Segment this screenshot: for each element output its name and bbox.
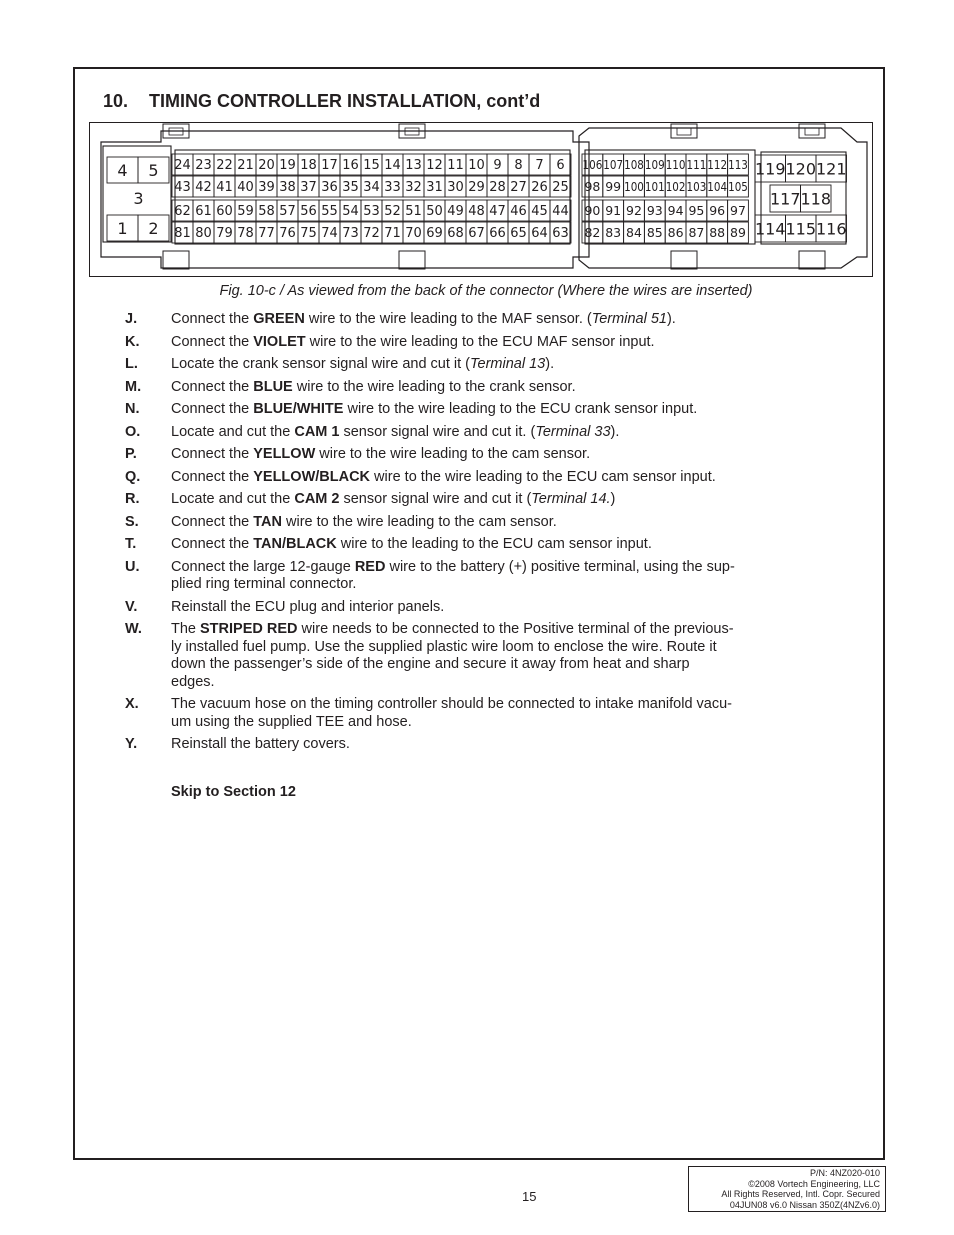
section-number: 10.: [103, 91, 129, 111]
part-number: P/N: 4NZ020-010: [809, 1168, 880, 1178]
terminal-label: 71: [384, 226, 401, 242]
terminal-label: 69: [426, 226, 443, 242]
step-text: [171, 514, 765, 532]
terminal-label: 42: [195, 180, 212, 196]
step-text-part: sensor signal wire and cut it (: [339, 491, 532, 507]
step-text-part: Connect the large 12-gauge: [171, 558, 355, 575]
terminal-label: 10: [468, 158, 485, 174]
terminal-label: 104: [707, 179, 728, 194]
step-emphasis: VIOLET: [253, 333, 306, 350]
step-text-part: Connect the: [171, 513, 254, 530]
step-item: [125, 401, 765, 419]
step-emphasis: YELLOW: [253, 446, 316, 462]
terminal-label: 99: [605, 179, 622, 194]
terminal-label: 86: [667, 225, 684, 240]
step-text: [171, 621, 765, 691]
terminal-label: 27: [510, 180, 527, 196]
terminal-label: 1: [117, 218, 128, 238]
terminal-label: 58: [258, 204, 275, 220]
terminal-label: 21: [237, 158, 254, 174]
step-emphasis: YELLOW/BLACK: [253, 468, 371, 485]
step-letter: O.: [125, 423, 141, 440]
terminal-label: 70: [405, 226, 422, 242]
step-item: [125, 469, 765, 487]
step-emphasis: RED: [354, 558, 386, 575]
terminal-label: 114: [754, 219, 786, 239]
step-emphasis: CAM 1: [294, 423, 340, 440]
terminal-label: 102: [665, 179, 686, 194]
terminal-label: 120: [785, 159, 817, 179]
terminal-label: 72: [363, 226, 380, 242]
terminal-label: 8: [514, 158, 523, 174]
latch-tab-top: [799, 124, 825, 138]
terminal-label: 39: [258, 180, 275, 196]
terminal-label: 38: [279, 180, 296, 196]
step-text-part: Locate the crank sensor signal wire and cut it (: [171, 356, 471, 372]
terminal-label: 32: [405, 180, 422, 196]
latch-tab-top: [671, 124, 697, 138]
terminal-label: 44: [552, 204, 569, 220]
terminal-label: 61: [195, 204, 212, 220]
terminal-label: 11: [447, 158, 464, 174]
terminal-label: 106: [582, 157, 603, 172]
terminal-label: 89: [730, 225, 746, 240]
step-text-part: wire to the wire leading to the ECU MAF sensor input.: [305, 333, 655, 350]
step-text-part: wire to the wire leading to the cam sensor.: [281, 513, 557, 530]
terminal-label: 117: [769, 189, 801, 209]
terminal-label: 54: [342, 204, 359, 220]
step-letter: J.: [125, 311, 138, 327]
terminal-label: 29: [468, 180, 485, 196]
step-text-part: wire to the wire leading to the MAF sensor. (: [304, 311, 592, 327]
step-letter: P.: [125, 446, 137, 462]
step-emphasis: TAN: [253, 513, 282, 530]
terminal-label: 14: [384, 158, 401, 174]
step-text: [171, 356, 765, 374]
terminal-label: 40: [237, 180, 254, 196]
step-item: [125, 696, 765, 731]
terminal-label: 76: [279, 226, 296, 242]
terminal-label: 47: [489, 204, 506, 220]
terminal-label: 94: [667, 203, 684, 218]
latch-slot: [677, 128, 691, 135]
revision-info: 04JUN08 v6.0 Nissan 350Z(4NZv6.0): [729, 1199, 880, 1210]
terminal-label: 121: [815, 159, 847, 179]
step-item: [125, 311, 765, 329]
step-letter: S.: [125, 513, 139, 530]
step-text-part: Connect the: [171, 401, 254, 417]
terminal-label: 13: [405, 158, 422, 174]
terminal-label: 108: [624, 157, 644, 172]
step-item: [125, 599, 765, 617]
step-text: [171, 736, 765, 754]
step-item: [125, 424, 765, 442]
terminal-label: 73: [342, 226, 359, 242]
step-text-part: ly installed fuel pump. Use the supplied plastic wire loom to enclose the wire. Route it: [171, 638, 717, 655]
step-text: [171, 559, 765, 594]
step-item: [125, 514, 765, 532]
connector-diagram: [89, 122, 873, 277]
terminal-label: 22: [216, 158, 233, 174]
terminal-label: 7: [535, 158, 544, 174]
step-terminal-ref: Terminal 13: [470, 356, 546, 372]
terminal-label: 116: [815, 219, 847, 239]
step-text-part: ).: [610, 423, 620, 440]
step-emphasis: TAN/BLACK: [253, 536, 337, 552]
terminal-label: 93: [646, 203, 663, 218]
terminal-label: 63: [552, 226, 569, 242]
step-emphasis: BLUE: [253, 378, 293, 395]
step-text-part: Connect the: [171, 446, 254, 462]
step-letter: R.: [125, 491, 140, 507]
step-emphasis: STRIPED RED: [200, 621, 298, 637]
terminal-label: 53: [363, 204, 380, 220]
terminal-label: 92: [626, 203, 642, 218]
terminal-label: 103: [686, 179, 707, 194]
terminal-label: 26: [531, 180, 548, 196]
step-text-part: wire to the leading to the ECU cam sensor input.: [336, 536, 652, 552]
terminal-label: 77: [258, 226, 275, 242]
step-item: [125, 559, 765, 594]
step-text-part: ).: [666, 311, 676, 327]
connector-housing-left: [101, 131, 589, 268]
step-text-part: ): [610, 491, 616, 507]
terminal-label: 30: [447, 180, 464, 196]
terminal-label: 12: [426, 158, 443, 174]
terminal-label: 36: [321, 180, 338, 196]
terminal-label: 33: [384, 180, 401, 196]
step-terminal-ref: Terminal 51: [591, 311, 667, 327]
step-letter: L.: [125, 356, 138, 372]
step-text-part: The vacuum hose on the timing controller should be connected to intake manifold vacu-: [171, 696, 732, 712]
terminal-label: 79: [216, 226, 233, 242]
latch-tab-bottom: [671, 251, 697, 269]
terminal-label: 75: [300, 226, 317, 242]
step-text: [171, 491, 765, 509]
step-item: [125, 536, 765, 554]
terminal-label: 66: [489, 226, 506, 242]
page-number: 15: [522, 1189, 537, 1204]
terminal-label: 49: [447, 204, 464, 220]
terminal-label: 118: [800, 189, 832, 209]
step-item: [125, 334, 765, 352]
step-letter: W.: [125, 621, 142, 637]
step-text-part: Connect the: [171, 378, 254, 395]
terminal-label: 48: [468, 204, 485, 220]
copyright: ©2008 Vortech Engineering, LLC: [748, 1178, 880, 1189]
step-item: [125, 446, 765, 464]
latch-tab-bottom: [399, 251, 425, 269]
terminal-label: 5: [148, 160, 159, 180]
terminal-label: 105: [728, 179, 748, 194]
terminal-label: 25: [552, 180, 569, 196]
step-text-part: Reinstall the battery covers.: [171, 736, 350, 752]
step-text-part: um using the supplied TEE and hose.: [171, 713, 412, 730]
terminal-label: 81: [174, 226, 191, 242]
terminal-label: 119: [754, 159, 786, 179]
step-text-part: wire to the wire leading to the crank sensor.: [292, 378, 576, 395]
step-text-part: wire to the wire leading to the ECU crank sensor input.: [343, 401, 698, 417]
terminal-label: 98: [584, 179, 601, 194]
step-emphasis: BLUE/WHITE: [253, 401, 344, 417]
step-emphasis: CAM 2: [294, 491, 340, 507]
step-text: [171, 599, 765, 617]
step-text-part: Connect the: [171, 333, 254, 350]
terminal-label: 87: [688, 225, 705, 240]
terminal-label: 82: [584, 225, 601, 240]
step-text: [171, 536, 765, 554]
step-terminal-ref: Terminal 14.: [531, 491, 611, 507]
step-letter: V.: [125, 598, 138, 615]
step-item: [125, 379, 765, 397]
terminal-label: 34: [363, 180, 380, 196]
terminal-label: 67: [468, 226, 485, 242]
step-text-part: wire needs to be connected to the Positive terminal of the previous-: [297, 621, 734, 637]
step-text-part: edges.: [171, 673, 215, 690]
step-text: [171, 401, 765, 419]
terminal-label: 90: [584, 203, 601, 218]
terminal-label: 56: [300, 204, 317, 220]
step-text: [171, 696, 765, 731]
terminal-label: 74: [321, 226, 338, 242]
step-text-part: wire to the wire leading to the cam sensor.: [315, 446, 591, 462]
terminal-label: 95: [688, 203, 705, 218]
step-text: [171, 446, 765, 464]
terminal-label: 46: [510, 204, 527, 220]
step-item: [125, 736, 765, 754]
rights-notice: All Rights Reserved, Intl. Copr. Secured: [721, 1189, 880, 1199]
step-text-part: The: [171, 621, 201, 637]
step-text-part: Connect the: [171, 536, 254, 552]
step-text-part: Connect the: [171, 311, 254, 327]
step-letter: K.: [125, 333, 140, 350]
terminal-label: 37: [300, 180, 317, 196]
latch-tab-bottom: [163, 251, 189, 269]
section-heading: [103, 91, 540, 112]
terminal-label: 18: [300, 158, 317, 174]
step-letter: M.: [125, 378, 142, 395]
step-text-part: Reinstall the ECU plug and interior panels.: [171, 598, 445, 615]
terminal-label: 83: [605, 225, 622, 240]
terminal-label: 78: [237, 226, 254, 242]
terminal-label: 16: [342, 158, 359, 174]
terminal-label: 6: [556, 158, 565, 174]
terminal-label: 19: [279, 158, 296, 174]
terminal-label: 55: [321, 204, 338, 220]
step-text-part: Connect the: [171, 468, 254, 485]
step-text-part: ).: [545, 356, 555, 372]
terminal-label: 43: [174, 180, 191, 196]
step-letter: N.: [125, 401, 140, 417]
terminal-label: 62: [174, 204, 191, 220]
step-item: [125, 356, 765, 374]
terminal-label: 111: [686, 157, 707, 172]
terminal-label: 64: [531, 226, 548, 242]
step-text: [171, 469, 765, 487]
terminal-label: 9: [493, 158, 502, 174]
step-text-part: Locate and cut the: [171, 491, 295, 507]
terminal-label: 28: [489, 180, 506, 196]
terminal-label: 24: [174, 158, 191, 174]
latch-tab-bottom: [799, 251, 825, 269]
terminal-label: 84: [626, 225, 642, 240]
terminal-label: 15: [363, 158, 380, 174]
skip-instruction: Skip to Section 12: [171, 784, 296, 800]
terminal-label: 65: [510, 226, 527, 242]
step-text: [171, 311, 765, 329]
step-text-part: wire to the battery (+) positive terminal, using the sup-: [385, 558, 735, 575]
step-text-part: down the passenger’s side of the engine and secure it away from heat and sharp: [171, 656, 690, 672]
terminal-label: 52: [384, 204, 401, 220]
step-text: [171, 379, 765, 397]
step-item: [125, 491, 765, 509]
document-info-box: [688, 1166, 886, 1212]
step-letter: U.: [125, 558, 140, 575]
terminal-label: 20: [258, 158, 275, 174]
step-letter: T.: [125, 536, 137, 552]
step-text-part: sensor signal wire and cut it. (: [339, 423, 536, 440]
step-letter: Q.: [125, 468, 141, 485]
terminal-label: 41: [216, 180, 233, 196]
terminal-label: 80: [195, 226, 212, 242]
step-item: [125, 621, 765, 691]
terminal-label: 31: [426, 180, 443, 196]
terminal-label: 60: [216, 204, 233, 220]
terminal-label: 88: [709, 225, 726, 240]
terminal-label: 109: [644, 157, 665, 172]
step-text: [171, 334, 765, 352]
figure-caption: Fig. 10-c / As viewed from the back of the connector (Where the wires are inserted): [219, 283, 753, 299]
terminal-label: 23: [195, 158, 212, 174]
step-emphasis: GREEN: [253, 311, 305, 327]
terminal-label: 45: [531, 204, 548, 220]
latch-slot: [805, 128, 819, 135]
step-text: [171, 424, 765, 442]
step-letter: X.: [125, 696, 139, 712]
step-text-part: Locate and cut the: [171, 423, 295, 440]
terminal-label: 68: [447, 226, 464, 242]
terminal-label: 35: [342, 180, 359, 196]
terminal-label: 112: [707, 157, 728, 172]
terminal-label: 57: [279, 204, 296, 220]
terminal-label: 96: [709, 203, 726, 218]
terminal-label: 17: [321, 158, 338, 174]
terminal-label: 100: [624, 179, 644, 194]
terminal-label: 97: [730, 203, 746, 218]
step-letter: Y.: [125, 736, 138, 752]
terminal-label: 101: [644, 179, 665, 194]
terminal-label: 51: [405, 204, 422, 220]
terminal-label: 115: [785, 219, 817, 239]
instruction-list: [125, 311, 765, 759]
terminal-label: 4: [117, 160, 128, 180]
terminal-label: 50: [426, 204, 443, 220]
terminal-label: 3: [133, 188, 144, 208]
terminal-label: 59: [237, 204, 254, 220]
section-title: TIMING CONTROLLER INSTALLATION, cont’d: [149, 91, 541, 111]
terminal-label: 85: [646, 225, 663, 240]
step-text-part: wire to the wire leading to the ECU cam sensor input.: [370, 468, 716, 485]
terminal-label: 110: [665, 157, 686, 172]
terminal-label: 91: [605, 203, 622, 218]
terminal-label: 113: [728, 157, 748, 172]
step-text-part: plied ring terminal connector.: [171, 576, 357, 592]
terminal-label: 2: [148, 218, 159, 238]
step-terminal-ref: Terminal 33: [535, 423, 611, 440]
terminal-label: 107: [603, 157, 624, 172]
